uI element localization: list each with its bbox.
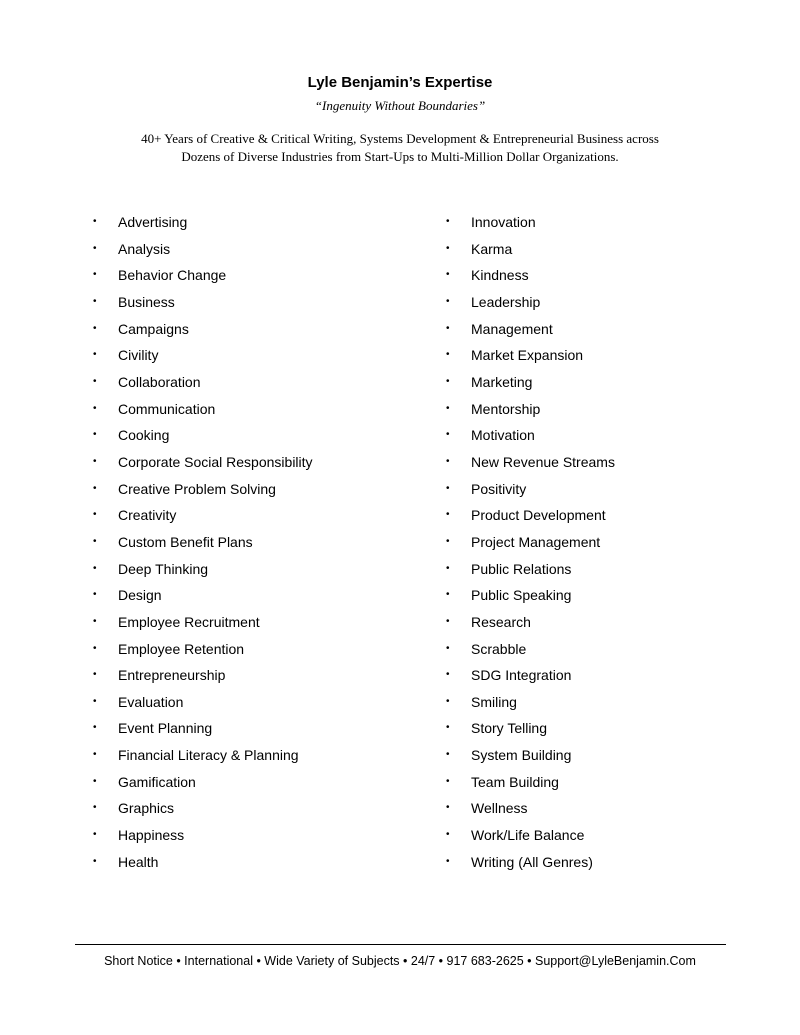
bullet-icon: •	[93, 349, 97, 361]
list-item	[93, 772, 313, 799]
list-item-label: Design	[118, 587, 162, 604]
list-item-label: Project Management	[471, 533, 601, 550]
bullet-icon: •	[446, 669, 450, 681]
list-item	[93, 612, 313, 639]
list-item	[93, 239, 313, 266]
list-item	[446, 772, 615, 799]
list-item	[93, 692, 313, 719]
intro-line-1: 40+ Years of Creative & Critical Writing, Systems Development & Entrepreneurial Business across	[141, 131, 659, 146]
list-item-label: Advertising	[118, 214, 188, 230]
bullet-icon: •	[93, 855, 97, 867]
list-item-label: Graphics	[118, 800, 175, 817]
list-item-label: Financial Literacy & Planning	[118, 747, 299, 764]
list-item-label: Collaboration	[118, 373, 201, 390]
list-item	[93, 479, 313, 506]
list-item-label: Mentorship	[471, 400, 541, 417]
list-item-label: Health	[118, 853, 159, 870]
list-item	[446, 372, 615, 399]
list-item	[93, 585, 313, 612]
page-title: Lyle Benjamin’s Expertise	[307, 74, 493, 91]
list-item	[93, 319, 313, 346]
bullet-icon: •	[446, 802, 450, 814]
bullet-icon: •	[446, 562, 450, 574]
list-item	[446, 505, 615, 532]
list-item-label: Marketing	[471, 373, 533, 390]
bullet-icon: •	[93, 669, 97, 681]
list-item-label: System Building	[471, 747, 572, 764]
bullet-icon: •	[446, 749, 450, 761]
bullet-icon: •	[93, 589, 97, 601]
list-item	[446, 612, 615, 639]
list-item	[93, 372, 313, 399]
list-item-label: Creativity	[118, 507, 177, 524]
list-item	[446, 452, 615, 479]
list-item	[93, 292, 313, 319]
list-item	[93, 745, 313, 772]
bullet-icon: •	[93, 509, 97, 521]
list-item-label: Smiling	[471, 693, 517, 710]
bullet-icon: •	[93, 775, 97, 787]
list-item	[446, 292, 615, 319]
list-item-label: Communication	[118, 400, 216, 417]
bullet-icon: •	[93, 429, 97, 441]
bullet-icon: •	[446, 615, 450, 627]
tagline: “Ingenuity Without Boundaries”	[314, 98, 486, 113]
list-item-label: Innovation	[471, 214, 536, 230]
list-item	[446, 639, 615, 666]
list-item-label: Cooking	[118, 427, 170, 444]
bullet-icon: •	[446, 295, 450, 307]
list-item-label: Work/Life Balance	[471, 827, 585, 844]
list-item-label: Deep Thinking	[118, 560, 209, 577]
list-item-label: Corporate Social Responsibility	[118, 453, 313, 470]
footer-divider	[75, 944, 726, 945]
bullet-icon: •	[446, 722, 450, 734]
list-item-label: Entrepreneurship	[118, 667, 226, 684]
bullet-icon: •	[446, 695, 450, 707]
bullet-icon: •	[93, 216, 97, 227]
list-item-label: Motivation	[471, 427, 535, 444]
intro-line-2: Dozens of Diverse Industries from Start-Ups to Multi-Million Dollar Organizations.	[181, 149, 619, 164]
list-item	[93, 532, 313, 559]
bullet-icon: •	[93, 455, 97, 467]
bullet-icon: •	[93, 402, 97, 414]
list-item	[446, 692, 615, 719]
intro-paragraph	[0, 130, 800, 166]
list-item	[446, 852, 615, 879]
bullet-icon: •	[93, 562, 97, 574]
bullet-icon: •	[446, 402, 450, 414]
list-item-label: Product Development	[471, 507, 606, 524]
bullet-icon: •	[93, 722, 97, 734]
list-item	[446, 265, 615, 292]
list-item	[93, 399, 313, 426]
list-item-label: Team Building	[471, 773, 559, 790]
bullet-icon: •	[93, 269, 97, 281]
list-item-label: Public Relations	[471, 560, 572, 577]
list-item-label: Leadership	[471, 293, 541, 310]
bullet-icon: •	[93, 615, 97, 627]
bullet-icon: •	[446, 589, 450, 601]
list-item-label: Karma	[471, 240, 513, 257]
list-item	[446, 559, 615, 586]
bullet-icon: •	[446, 642, 450, 654]
list-item-label: Story Telling	[471, 720, 548, 737]
list-item	[446, 425, 615, 452]
bullet-icon: •	[93, 242, 97, 254]
list-item-label: Evaluation	[118, 693, 184, 710]
list-item	[93, 798, 313, 825]
list-item	[446, 239, 615, 266]
list-item	[446, 665, 615, 692]
list-item-label: Market Expansion	[471, 347, 584, 364]
list-item	[446, 345, 615, 372]
bullet-icon: •	[93, 482, 97, 494]
list-item	[446, 798, 615, 825]
list-item-label: SDG Integration	[471, 667, 572, 684]
list-item	[93, 425, 313, 452]
list-item-label: Analysis	[118, 240, 171, 257]
list-item-label: Employee Retention	[118, 640, 245, 657]
list-item	[446, 745, 615, 772]
bullet-icon: •	[446, 242, 450, 254]
list-item	[446, 212, 615, 239]
bullet-icon: •	[93, 802, 97, 814]
bullet-icon: •	[93, 322, 97, 334]
bullet-icon: •	[446, 322, 450, 334]
bullet-icon: •	[446, 775, 450, 787]
list-item-label: Creative Problem Solving	[118, 480, 276, 497]
list-item	[446, 585, 615, 612]
list-item	[446, 718, 615, 745]
list-item	[93, 825, 313, 852]
bullet-icon: •	[93, 295, 97, 307]
list-item-label: Public Speaking	[471, 587, 572, 604]
list-item	[93, 639, 313, 666]
expertise-list-right	[446, 212, 615, 878]
footer-contact: Short Notice • International • Wide Variety of Subjects • 24/7 • 917 683-2625 • Support@LyleBenjamin.Com	[104, 954, 696, 968]
list-item-label: Business	[118, 293, 175, 310]
expertise-list-left	[93, 212, 313, 878]
list-item-label: Management	[471, 320, 553, 337]
list-item-label: Behavior Change	[118, 267, 227, 284]
list-item	[93, 665, 313, 692]
bullet-icon: •	[446, 509, 450, 521]
list-item	[446, 532, 615, 559]
bullet-icon: •	[446, 482, 450, 494]
list-item	[93, 852, 313, 879]
list-item-label: Happiness	[118, 827, 185, 844]
bullet-icon: •	[446, 349, 450, 361]
list-item	[93, 452, 313, 479]
list-item-label: Scrabble	[471, 640, 527, 657]
bullet-icon: •	[93, 642, 97, 654]
bullet-icon: •	[446, 855, 450, 867]
list-item	[446, 399, 615, 426]
list-item-label: Custom Benefit Plans	[118, 533, 253, 550]
list-item	[446, 319, 615, 346]
bullet-icon: •	[446, 216, 450, 227]
list-item-label: Kindness	[471, 267, 529, 284]
list-item-label: Employee Recruitment	[118, 613, 260, 630]
bullet-icon: •	[446, 429, 450, 441]
list-item	[93, 212, 313, 239]
bullet-icon: •	[446, 375, 450, 387]
list-item-label: Writing (All Genres)	[471, 853, 593, 870]
bullet-icon: •	[93, 829, 97, 841]
list-item-label: Research	[471, 613, 531, 630]
bullet-icon: •	[93, 749, 97, 761]
list-item	[446, 479, 615, 506]
bullet-icon: •	[93, 535, 97, 547]
list-item	[446, 825, 615, 852]
bullet-icon: •	[446, 829, 450, 841]
bullet-icon: •	[93, 375, 97, 387]
list-item-label: Wellness	[471, 800, 528, 817]
list-item	[93, 559, 313, 586]
bullet-icon: •	[93, 695, 97, 707]
bullet-icon: •	[446, 269, 450, 281]
bullet-icon: •	[446, 535, 450, 547]
list-item	[93, 265, 313, 292]
list-item-label: Campaigns	[118, 320, 189, 337]
list-item-label: Positivity	[471, 480, 527, 497]
list-item-label: Event Planning	[118, 720, 213, 737]
list-item-label: Civility	[118, 347, 159, 364]
list-item-label: Gamification	[118, 773, 196, 790]
list-item	[93, 718, 313, 745]
list-item-label: New Revenue Streams	[471, 453, 615, 470]
list-item	[93, 505, 313, 532]
bullet-icon: •	[446, 455, 450, 467]
list-item	[93, 345, 313, 372]
